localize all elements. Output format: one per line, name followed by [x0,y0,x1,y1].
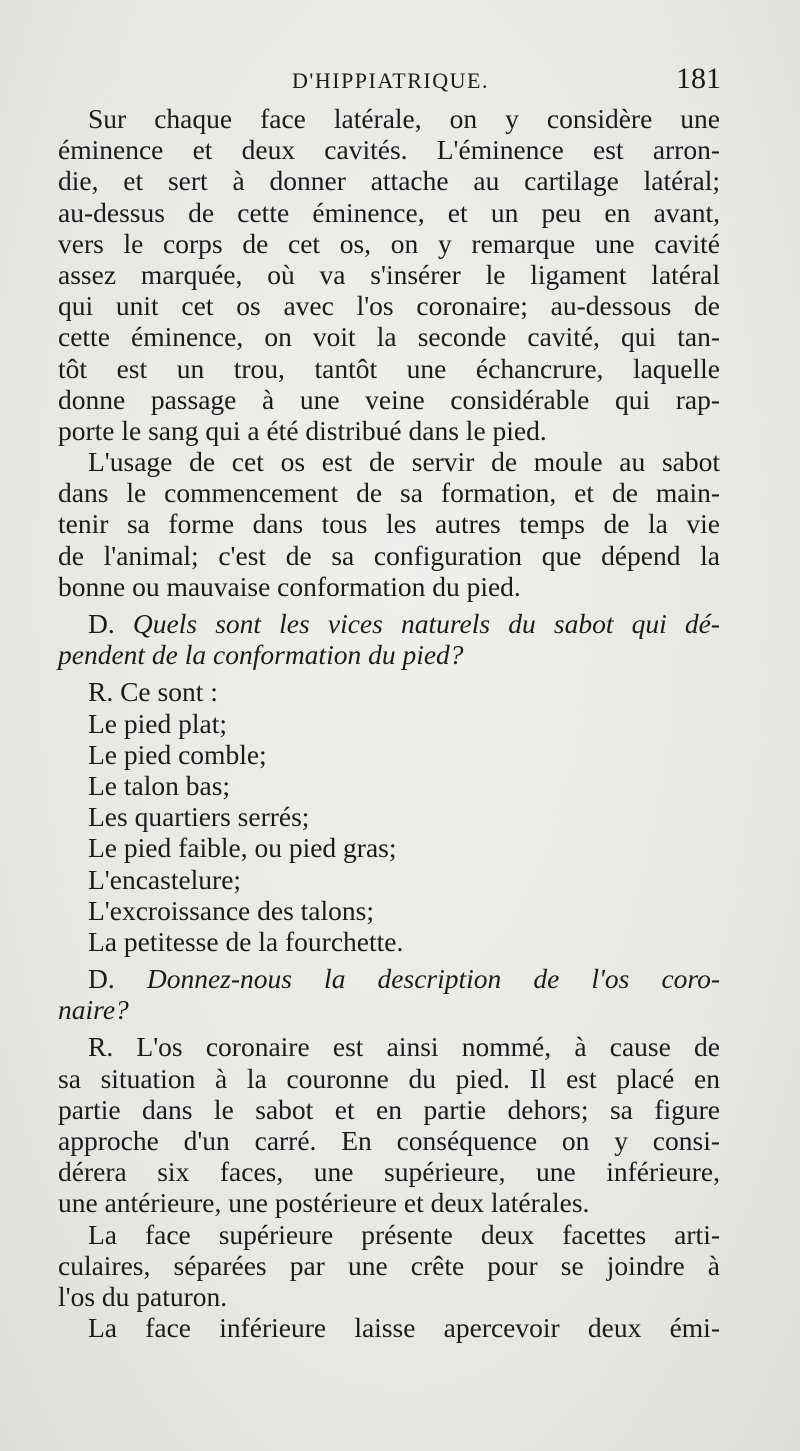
answer-intro: R. Ce sont : [88,676,218,708]
page-number: 181 [676,62,721,95]
question-prefix: D. [88,608,115,639]
paragraph-3 [58,1219,720,1313]
question-line [58,608,720,639]
list-item: L'excroissance des talons; [88,894,374,926]
text-line: La face inférieure laisse apercevoir deux émi- [88,1312,720,1344]
text-line: culaires, séparées par une crête pour se joindre à [58,1249,720,1281]
text-line: tôt est un trou, tantôt une échancrure, laquelle [58,352,720,384]
question-1 [58,608,720,670]
text-line: L'usage de cet os est de servir de moule au sabot [88,446,720,478]
list-item: Le pied faible, ou pied gras; [88,832,397,864]
question-text: naire? [58,994,129,1026]
text-line: donne passage à une veine considérable qui rap- [58,383,720,415]
text-line: La face supérieure présente deux facettes arti- [88,1218,720,1250]
list-item: Le talon bas; [88,769,231,801]
text-line: Sur chaque face latérale, on y considère une [88,103,720,134]
text-line: éminence et deux cavités. L'éminence est arron- [58,134,720,166]
question-text: Donnez-nous la description de l'os coro- [146,963,721,995]
text-line: au-dessus de cette éminence, et un peu en avant, [58,196,720,228]
running-title: D'HIPPIATRIQUE. [292,68,489,93]
text-line: bonne ou mauvaise conformation du pied. [58,570,521,602]
question-text: Quels sont les vices naturels du sabot qui dé- [132,608,720,639]
text-line: cette éminence, on voit la seconde cavité, qui tan- [58,321,720,353]
question-line [58,963,720,994]
paragraph-4 [58,1312,720,1343]
list-item: Le pied plat; [88,707,227,739]
text-line: de l'animal; c'est de sa configuration que dépend la [58,539,720,571]
answer-1 [58,676,720,957]
text-line: dans le commencement de sa formation, et de main- [58,477,720,509]
answer-2 [58,1031,720,1218]
text-line: partie dans le sabot et en partie dehors; sa figure [58,1093,720,1125]
question-prefix: D. [88,963,115,995]
list-item: Le pied comble; [88,738,267,770]
question-text: pendent de la conformation du pied? [58,639,464,671]
text-line: assez marquée, où va s'insérer le ligament latéral [58,258,720,290]
text-line: porte le sang qui a été distribué dans le pied. [58,414,547,446]
text-line: R. L'os coronaire est ainsi nommé, à cause de [88,1031,720,1063]
question-2 [58,963,720,1025]
list-item: La petitesse de la fourchette. [88,925,404,957]
text-line: sa situation à la couronne du pied. Il est placé en [58,1062,720,1094]
text-line: dérera six faces, une supérieure, une inférieure, [58,1156,720,1188]
paragraph-1 [58,103,720,446]
list-item: L'encastelure; [88,863,242,895]
text-line: l'os du paturon. [58,1280,228,1312]
page-header [0,62,800,102]
text-line: vers le corps de cet os, on y remarque une cavité [58,227,720,259]
list-item: Les quartiers serrés; [88,801,310,833]
text-line: une antérieure, une postérieure et deux latérales. [58,1187,590,1219]
text-line: qui unit cet os avec l'os coronaire; au-dessous de [58,290,720,322]
text-line: tenir sa forme dans tous les autres temps de la vie [58,508,720,540]
text-line: die, et sert à donner attache au cartilage latéral; [58,165,720,197]
text-line: approche d'un carré. En conséquence on y consi- [58,1125,720,1156]
paragraph-2 [58,446,720,602]
page-body [58,103,720,1343]
